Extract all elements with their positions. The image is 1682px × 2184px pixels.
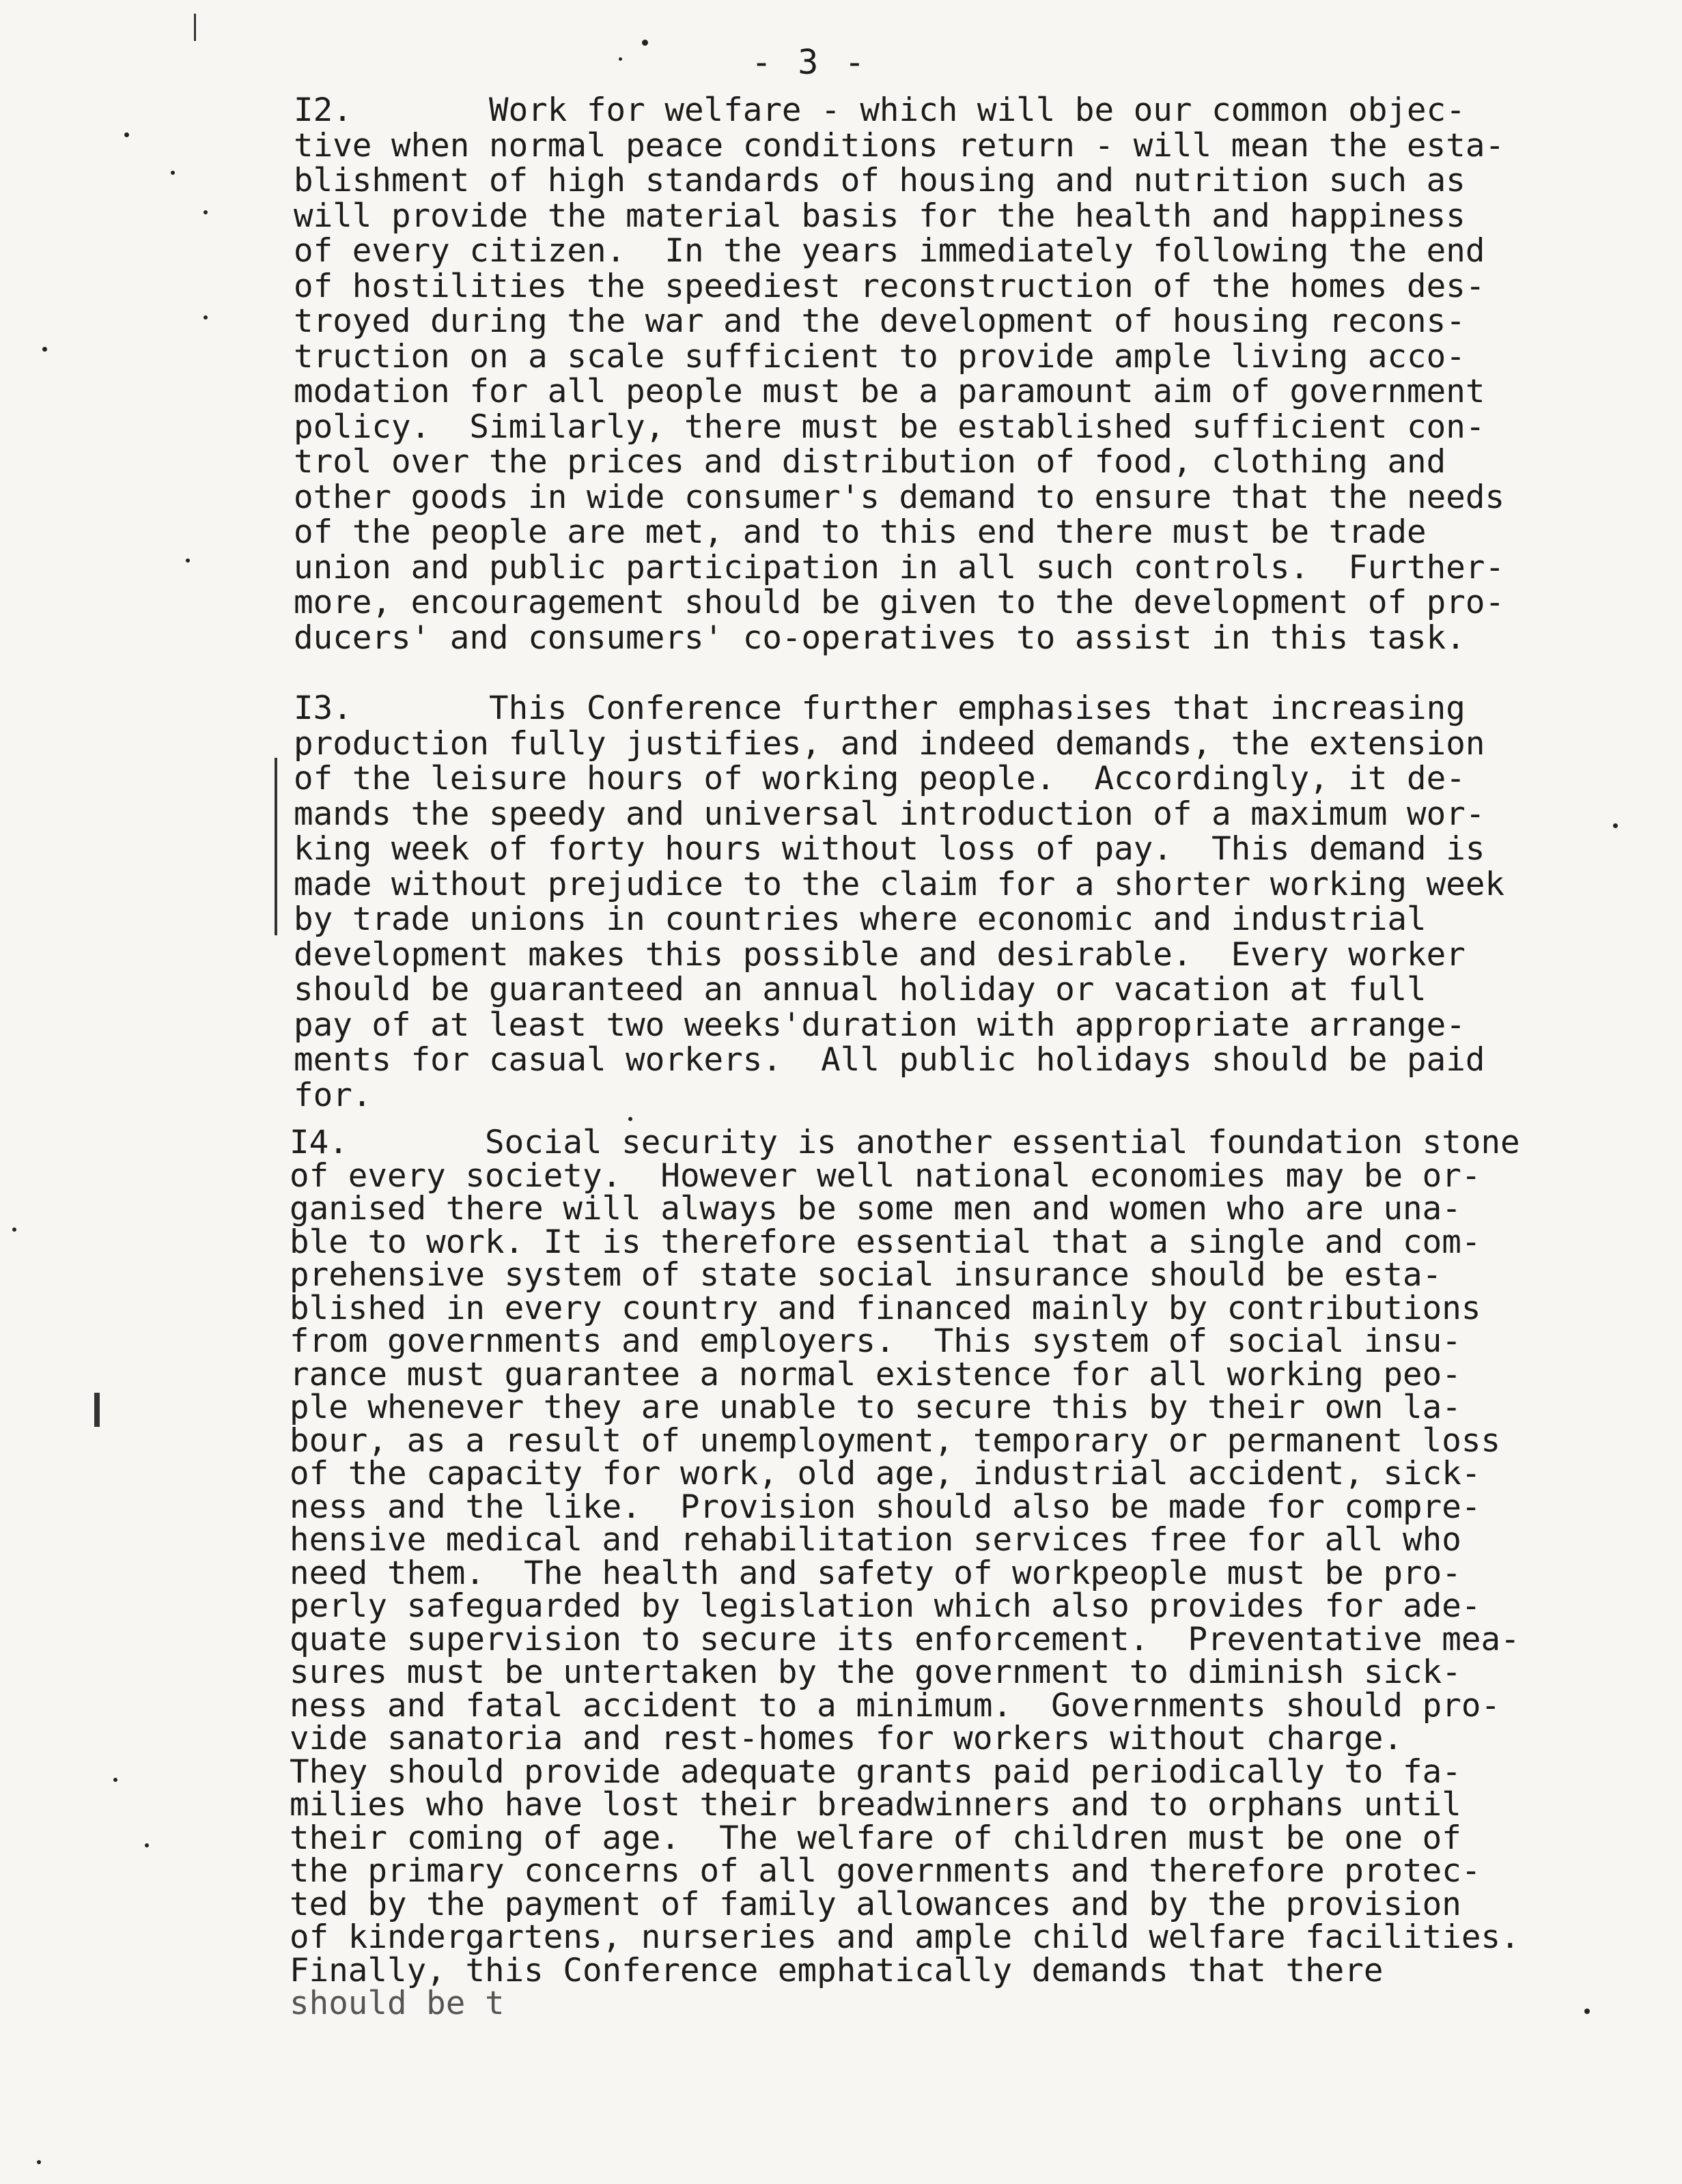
- text-line: ted by the payment of family allowances and by the provision: [290, 1885, 1461, 1923]
- scan-speck: [619, 57, 622, 61]
- text-line: ple whenever they are unable to secure this by their own la-: [290, 1389, 1461, 1426]
- text-line: development makes this possible and desirable. Every worker: [294, 935, 1466, 974]
- text-line: of the capacity for work, old age, industrial accident, sick-: [290, 1455, 1481, 1492]
- text-line: tive when normal peace conditions return - will mean the esta-: [294, 126, 1505, 165]
- text-line: rance must guarantee a normal existence for all working peo-: [290, 1355, 1461, 1393]
- paragraph-13: [294, 691, 1578, 1113]
- text-line: should be guaranteed an annual holiday or vacation at full: [294, 971, 1427, 1008]
- scan-speck: [1613, 823, 1618, 828]
- scan-speck: [113, 1778, 117, 1782]
- text-line: of every society. However well national economies may be or-: [290, 1157, 1481, 1195]
- text-line: ments for casual workers. All public holidays should be paid: [294, 1041, 1485, 1079]
- text-line: I4. Social security is another essential foundation stone: [290, 1124, 1520, 1161]
- text-line: bour, as a result of unemployment, temporary or permanent loss: [290, 1421, 1501, 1460]
- text-line: They should provide adequate grants paid periodically to fa-: [290, 1753, 1461, 1791]
- text-line: by trade unions in countries where economic and industrial: [294, 900, 1427, 938]
- text-line: perly safeguarded by legislation which also provides for ade-: [290, 1587, 1481, 1625]
- text-line: ness and fatal accident to a minimum. Governments should pro-: [290, 1686, 1501, 1725]
- text-line: for.: [294, 1076, 372, 1114]
- text-line: will provide the material basis for the health and happiness: [294, 197, 1466, 235]
- text-line: I3. This Conference further emphasises that increasing: [294, 690, 1466, 727]
- text-line: hensive medical and rehabilitation services free for all who: [290, 1521, 1461, 1559]
- scan-speck: [204, 210, 208, 214]
- text-line: troyed during the war and the development of housing recons-: [294, 302, 1466, 340]
- text-line: quate supervision to secure its enforcement. Preventative mea-: [290, 1620, 1520, 1658]
- text-line: trol over the prices and distribution of food, clothing and: [294, 443, 1446, 481]
- text-line: Finally, this Conference emphatically demands that there: [290, 1951, 1384, 1989]
- text-line: of kindergartens, nurseries and ample child welfare facilities.: [290, 1918, 1520, 1956]
- text-line: I2. Work for welfare - which will be our common objec-: [294, 91, 1466, 129]
- scan-speck: [37, 2160, 41, 2164]
- text-line: blishment of high standards of housing and nutrition such as: [294, 162, 1466, 199]
- scan-speck: [204, 315, 208, 320]
- text-line: modation for all people must be a paramount aim of government: [294, 373, 1485, 410]
- text-line: of the people are met, and to this end there must be trade: [294, 513, 1427, 551]
- text-line: mands the speedy and universal introduction of a maximum wor-: [294, 795, 1485, 833]
- scan-margin-line: [275, 758, 277, 935]
- text-line: blished in every country and financed mainly by contributions: [290, 1289, 1481, 1327]
- text-line: ganised there will always be some men and women who are una-: [290, 1190, 1461, 1228]
- paragraph-12: [294, 93, 1578, 655]
- text-line: king week of forty hours without loss of pay. This demand is: [294, 830, 1485, 868]
- text-line: ble to work. It is therefore essential that a single and com-: [290, 1223, 1481, 1261]
- text-line: ness and the like. Provision should also be made for compre-: [290, 1488, 1481, 1526]
- text-line: vide sanatoria and rest-homes for workers without charge.: [290, 1720, 1403, 1757]
- text-line: union and public participation in all such controls. Further-: [294, 548, 1505, 586]
- scan-speck: [12, 1228, 16, 1232]
- text-line: need them. The health and safety of workpeople must be pro-: [290, 1554, 1461, 1592]
- scan-margin-line: [94, 1393, 100, 1427]
- text-line: their coming of age. The welfare of children must be one of: [290, 1819, 1461, 1857]
- text-line: more, encouragement should be given to the development of pro-: [294, 584, 1505, 621]
- text-line: sures must be untertaken by the government to diminish sick-: [290, 1654, 1461, 1691]
- text-line: production fully justifies, and indeed demands, the extension: [294, 724, 1485, 763]
- text-line: prehensive system of state social insurance should be esta-: [290, 1256, 1442, 1294]
- scan-speck: [628, 1117, 632, 1121]
- scan-speck: [124, 132, 129, 137]
- scan-speck: [642, 40, 648, 46]
- text-line: ducers' and consumers' co-operatives to assist in this task.: [294, 619, 1466, 657]
- text-line: the primary concerns of all governments and therefore protec-: [290, 1852, 1481, 1890]
- text-line: from governments and employers. This system of social insu-: [290, 1322, 1461, 1360]
- text-line: of hostilities the speediest reconstruction of the homes des-: [294, 267, 1485, 305]
- page-number: - 3 -: [751, 42, 868, 82]
- text-line: milies who have lost their breadwinners and to orphans until: [290, 1786, 1461, 1824]
- scan-speck: [42, 347, 47, 352]
- paragraph-14: [290, 1126, 1573, 2021]
- text-line: made without prejudice to the claim for a shorter working week: [294, 865, 1505, 903]
- text-line: pay of at least two weeks'duration with appropriate arrange-: [294, 1006, 1466, 1044]
- text-line: other goods in wide consumer's demand to ensure that the needs: [294, 478, 1505, 516]
- scan-speck: [171, 171, 175, 175]
- text-line: policy. Similarly, there must be established sufficient con-: [294, 408, 1485, 446]
- scan-margin-line: [194, 14, 196, 41]
- text-line: of every citizen. In the years immediately following the end: [294, 232, 1485, 270]
- scan-speck: [145, 1843, 149, 1847]
- scan-speck: [186, 558, 190, 563]
- text-line: truction on a scale sufficient to provide ample living acco-: [294, 337, 1466, 375]
- scan-speck: [1584, 2009, 1590, 2014]
- text-line: should be t: [290, 1985, 505, 2022]
- text-line: of the leisure hours of working people. Accordingly, it de-: [294, 760, 1466, 797]
